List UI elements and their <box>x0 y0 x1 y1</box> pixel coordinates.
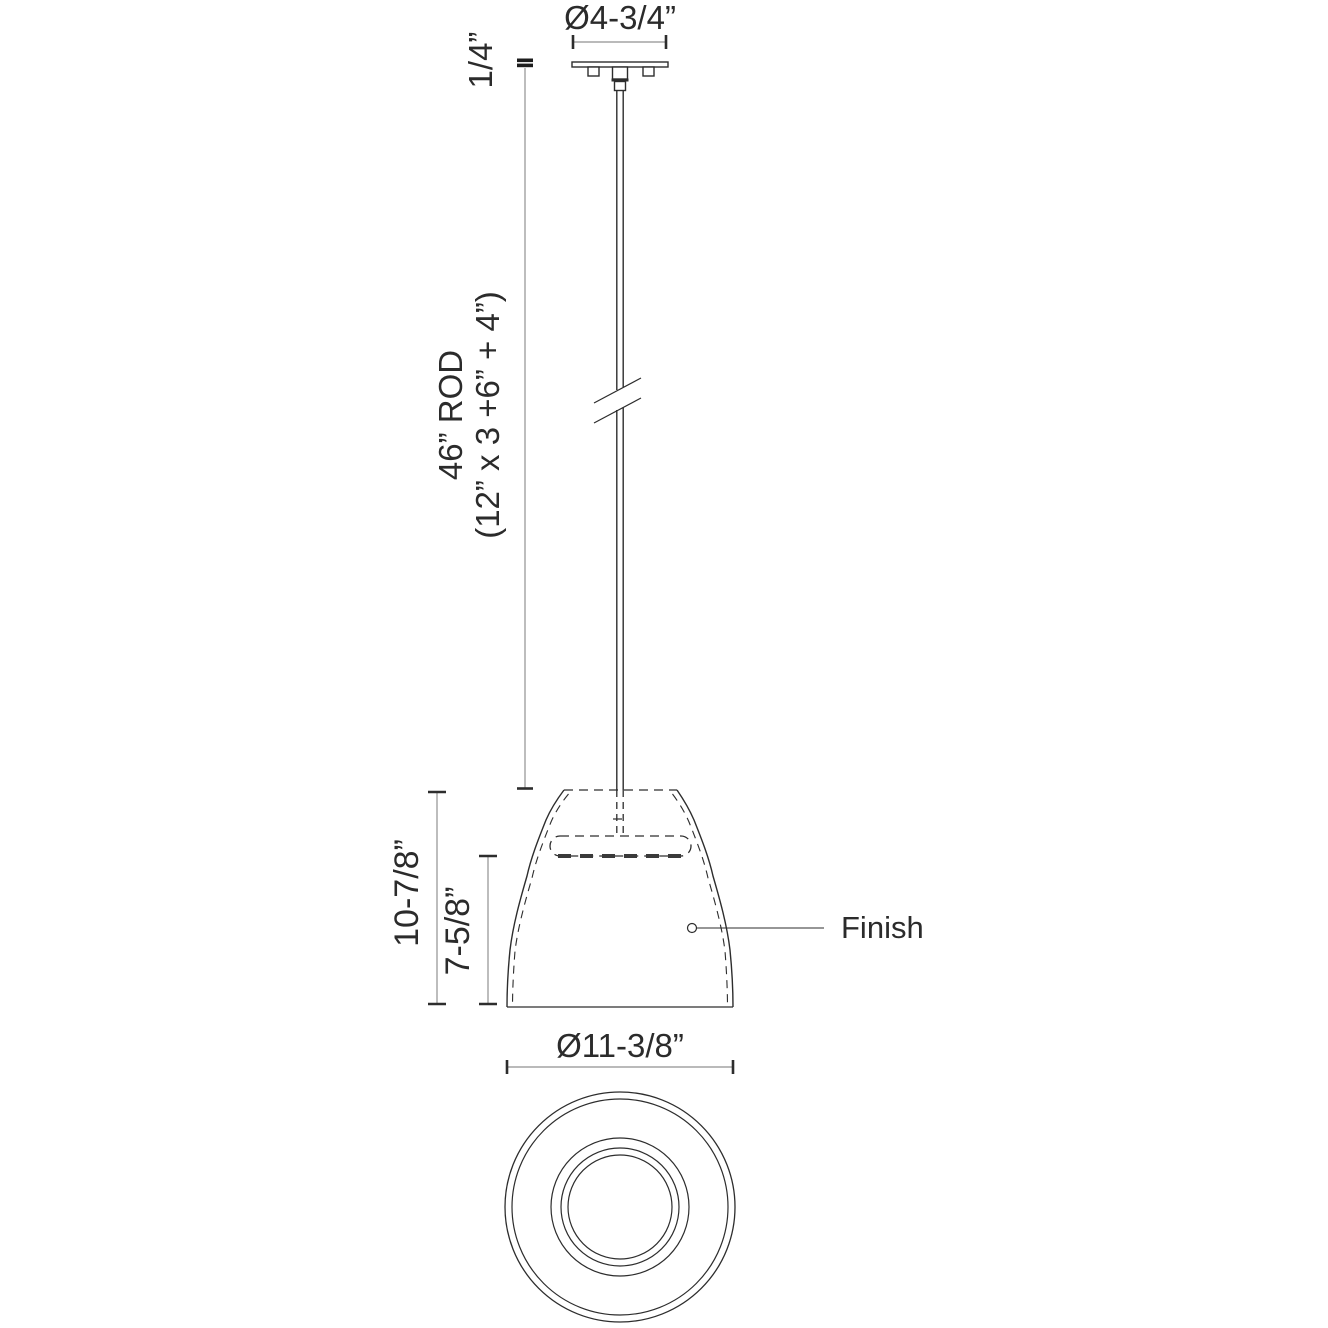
shade-outline-left <box>507 790 564 1007</box>
rod-length-dimension <box>432 32 533 789</box>
overall-height-dimension <box>388 792 446 1004</box>
overall-height-label: 10-7/8” <box>388 839 426 947</box>
shade-height-dimension <box>439 856 497 1004</box>
canopy-plate <box>572 62 668 67</box>
canopy-assembly <box>572 62 668 91</box>
shade-diameter-dimension <box>507 1027 733 1074</box>
stem-upper <box>613 67 628 79</box>
finish-label: Finish <box>841 910 924 945</box>
rod-length-label-line2: (12” x 3 +6” + 4”) <box>469 291 506 539</box>
bottom-view-outer-rim <box>505 1092 735 1322</box>
hanging-rod <box>594 91 641 791</box>
bottom-view-lamp-opening <box>568 1155 672 1259</box>
canopy-tab-left <box>588 67 599 76</box>
canopy-tab-right <box>643 67 654 76</box>
canopy-diameter-dimension <box>564 0 676 49</box>
canopy-height-label: 1/4” <box>462 31 499 89</box>
leader-dot <box>688 924 697 933</box>
shade-height-label: 7-5/8” <box>439 886 477 976</box>
stem-lower <box>615 82 626 91</box>
bottom-view-outer-rim-inner <box>512 1099 728 1315</box>
shade-outline-right <box>677 790 733 1007</box>
hidden-driver-housing <box>550 836 691 856</box>
bottom-view-diffuser-ring-inner <box>561 1148 679 1266</box>
rod-length-label-line1: 46” ROD <box>432 349 469 481</box>
shade-diameter-label: Ø11-3/8” <box>556 1027 684 1064</box>
shade-front-view <box>507 790 733 1007</box>
bottom-view-diffuser-ring-outer <box>551 1138 689 1276</box>
compressed-dim-tick-upper <box>517 59 533 63</box>
canopy-diameter-label: Ø4-3/4” <box>564 0 676 36</box>
shade-bottom-view <box>505 1092 735 1322</box>
compressed-dim-tick-lower <box>517 64 533 68</box>
